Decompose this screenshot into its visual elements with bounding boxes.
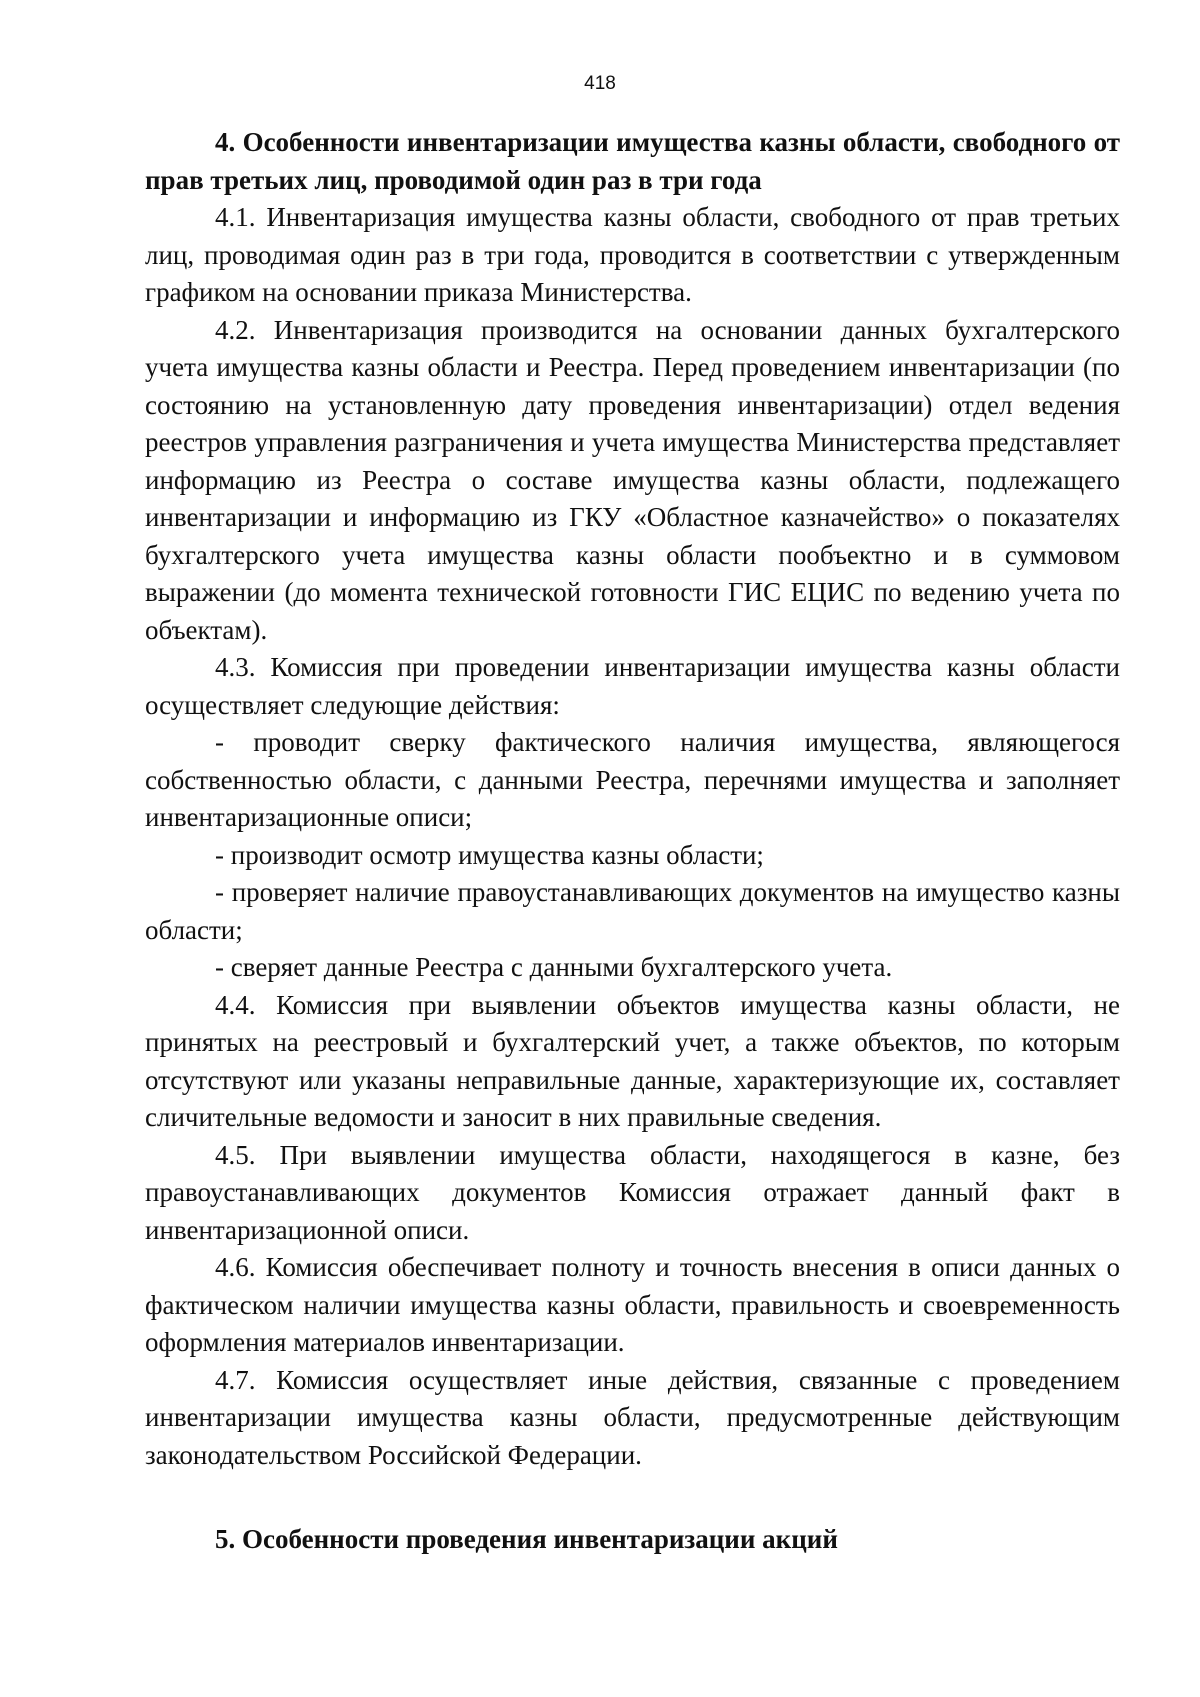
paragraph-4-6: 4.6. Комиссия обеспечивает полноту и точность внесения в описи данных о фактическом наличии имущества казны области, правильность и своевременность оформления материалов инвентаризации.	[145, 1252, 1120, 1357]
list-item-inspection: - производит осмотр имущества казны области;	[215, 839, 764, 870]
paragraph-4-4: 4.4. Комиссия при выявлении объектов имущества казны области, не принятых на реестровый и бухгалтерский учет, а также объектов, по которым отсутствуют или указаны неправильные данные, характеризующие их, составляет сличительные ведомости и заносит в них правильные сведения.	[145, 989, 1120, 1132]
section-4-heading: 4. Особенности инвентаризации имущества казны области, свободного от прав третьих лиц, проводимой один раз в три года	[145, 127, 1120, 195]
paragraph-4-5: 4.5. При выявлении имущества области, находящегося в казне, без правоустанавливающих документов Комиссия отражает данный факт в инвентаризационной описи.	[145, 1139, 1120, 1245]
page-number: 418	[584, 73, 616, 94]
paragraph-4-7: 4.7. Комиссия осуществляет иные действия, связанные с проведением инвентаризации имущества казны области, предусмотренные действующим законодательством Российской Федерации.	[145, 1364, 1120, 1470]
paragraph-4-1: 4.1. Инвентаризация имущества казны области, свободного от прав третьих лиц, проводимая один раз в три года, проводится в соответствии с утвержденным графиком на основании приказа Министерства.	[145, 202, 1120, 307]
section-5-heading: 5. Особенности проведения инвентаризации акций	[215, 1524, 838, 1554]
list-item-reconciliation: - проводит сверку фактического наличия имущества, являющегося собственностью области, с данными Реестра, перечнями имущества и заполняет инвентаризационные описи;	[145, 727, 1120, 832]
paragraph-4-2: 4.2. Инвентаризация производится на основании данных бухгалтерского учета имущества казны области и Реестра. Перед проведением инвентаризации (по состоянию на установленную дату проведения инвентаризации) отдел ведения реестров управления разграничения и учета имущества Министерства представляет информацию из Реестра о составе имущества казны области, подлежащего инвентаризации и информацию из ГКУ «Областное казначейство» о показателях бухгалтерского учета имущества казны области пообъектно и в суммовом выражении (до момента технической готовности ГИС ЕЦИС по ведению учета по объектам).	[145, 314, 1120, 645]
list-item-data-comparison: - сверяет данные Реестра с данными бухгалтерского учета.	[215, 952, 893, 982]
list-item-document-check: - проверяет наличие правоустанавливающих документов на имущество казны области;	[145, 877, 1120, 945]
paragraph-4-3: 4.3. Комиссия при проведении инвентаризации имущества казны области осуществляет следующие действия:	[145, 652, 1120, 720]
document-body	[145, 124, 1120, 1559]
